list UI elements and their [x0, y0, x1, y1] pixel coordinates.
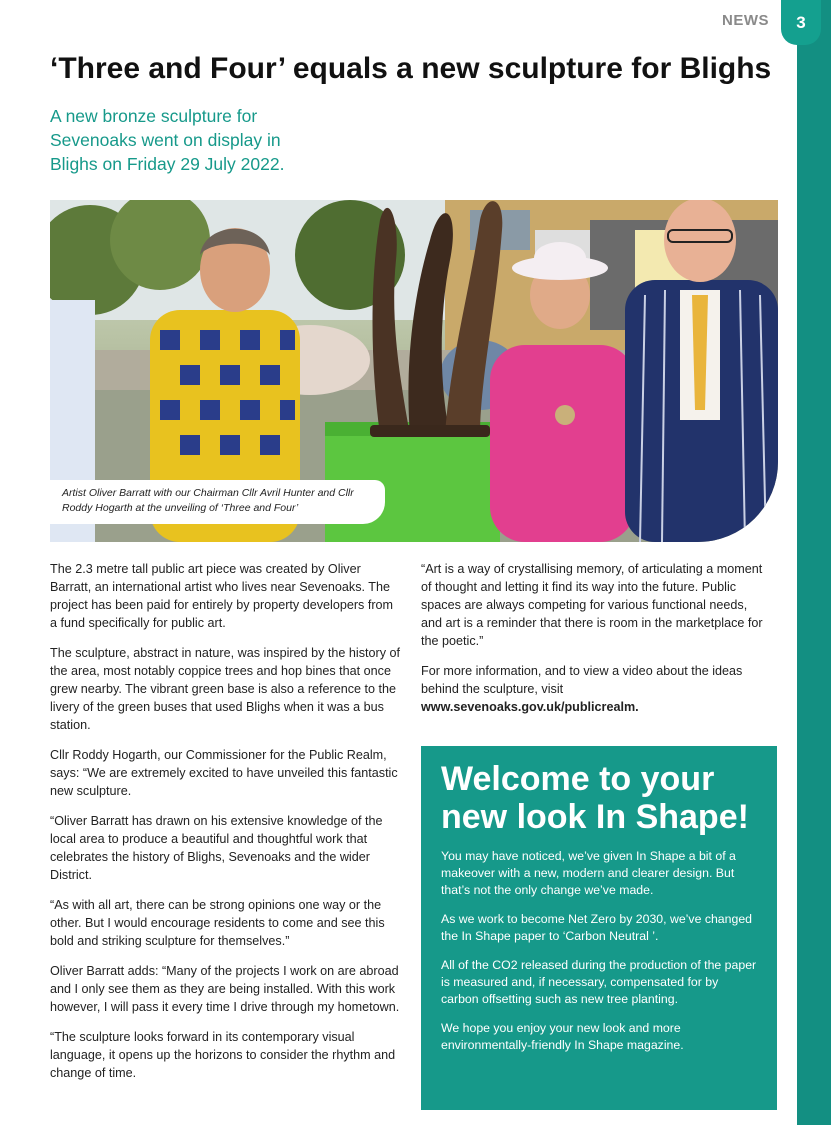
- article-headline: ‘Three and Four’ equals a new sculpture for Blighs: [50, 52, 772, 85]
- page-number-tab: 3: [781, 0, 821, 45]
- article-left-column: [50, 560, 400, 1094]
- more-info-text: For more information, and to view a video about the ideas behind the sculpture, visit: [421, 664, 743, 696]
- photo-caption: Artist Oliver Barratt with our Chairman Cllr Avril Hunter and Cllr Roddy Hogarth at the unveiling of ‘Three and Four’: [62, 487, 354, 514]
- article-paragraph: “Oliver Barratt has drawn on his extensive knowledge of the local area to produce a beautiful and thoughtful work that celebrates the history of Blighs, Sevenoaks and the wider District.: [50, 814, 383, 882]
- welcome-paragraph: We hope you enjoy your new look and more environmentally-friendly In Shape magazine.: [441, 1021, 684, 1052]
- welcome-panel: [421, 746, 777, 1110]
- article-paragraph: “Art is a way of crystallising memory, of articulating a moment of thought and letting it find its way into the future. Public spaces are always competing for various functional needs, and art is a reminder that there is room in the marketplace for the poetic.”: [421, 562, 763, 648]
- article-paragraph: The 2.3 metre tall public art piece was created by Oliver Barratt, an international artist who lives near Sevenoaks. The project has been paid for entirely by property developers from a fund specifically for public art.: [50, 562, 394, 630]
- page-edge-band: [797, 0, 831, 1125]
- welcome-paragraph: As we work to become Net Zero by 2030, we’ve changed the In Shape paper to ‘Carbon Neutral ’.: [441, 912, 753, 943]
- article-paragraph: Cllr Roddy Hogarth, our Commissioner for the Public Realm, says: “We are extremely excited to have unveiled this fantastic new sculpture.: [50, 748, 398, 798]
- article-paragraph: Oliver Barratt adds: “Many of the projects I work on are abroad and I only see them as they are being installed. With this work however, I will pass it every time I drive through my hometown.: [50, 964, 400, 1014]
- article-standfirst: A new bronze sculpture for Sevenoaks went on display in Blighs on Friday 29 July 2022.: [50, 106, 285, 174]
- article-paragraph: “As with all art, there can be strong opinions one way or the other. But I would encourage residents to come and see this bold and striking sculpture for themselves.”: [50, 898, 385, 948]
- more-info-paragraph: [421, 662, 766, 716]
- welcome-paragraph: All of the CO2 released during the production of the paper is measured and, if necessary, compensated for by carbon offsetting such as new tree planting.: [441, 958, 757, 1006]
- section-label: NEWS: [722, 12, 769, 29]
- publicrealm-link[interactable]: www.sevenoaks.gov.uk/publicrealm.: [421, 700, 639, 714]
- article-right-column: [421, 560, 766, 728]
- article-paragraph: “The sculpture looks forward in its contemporary visual language, it opens up the horizons to consider the rhythm and change of time.: [50, 1030, 396, 1080]
- welcome-title: Welcome to your new look In Shape!: [441, 760, 749, 836]
- article-paragraph: The sculpture, abstract in nature, was inspired by the history of the area, most notably coppice trees and hop bines that once grew nearby. The vibrant green base is also a reference to the livery of the green buses that used Blighs when it was a bus station.: [50, 646, 400, 732]
- welcome-paragraph: You may have noticed, we’ve given In Shape a bit of a makeover with a new, modern and clearer design. But that’s not the only change we’ve made.: [441, 849, 736, 897]
